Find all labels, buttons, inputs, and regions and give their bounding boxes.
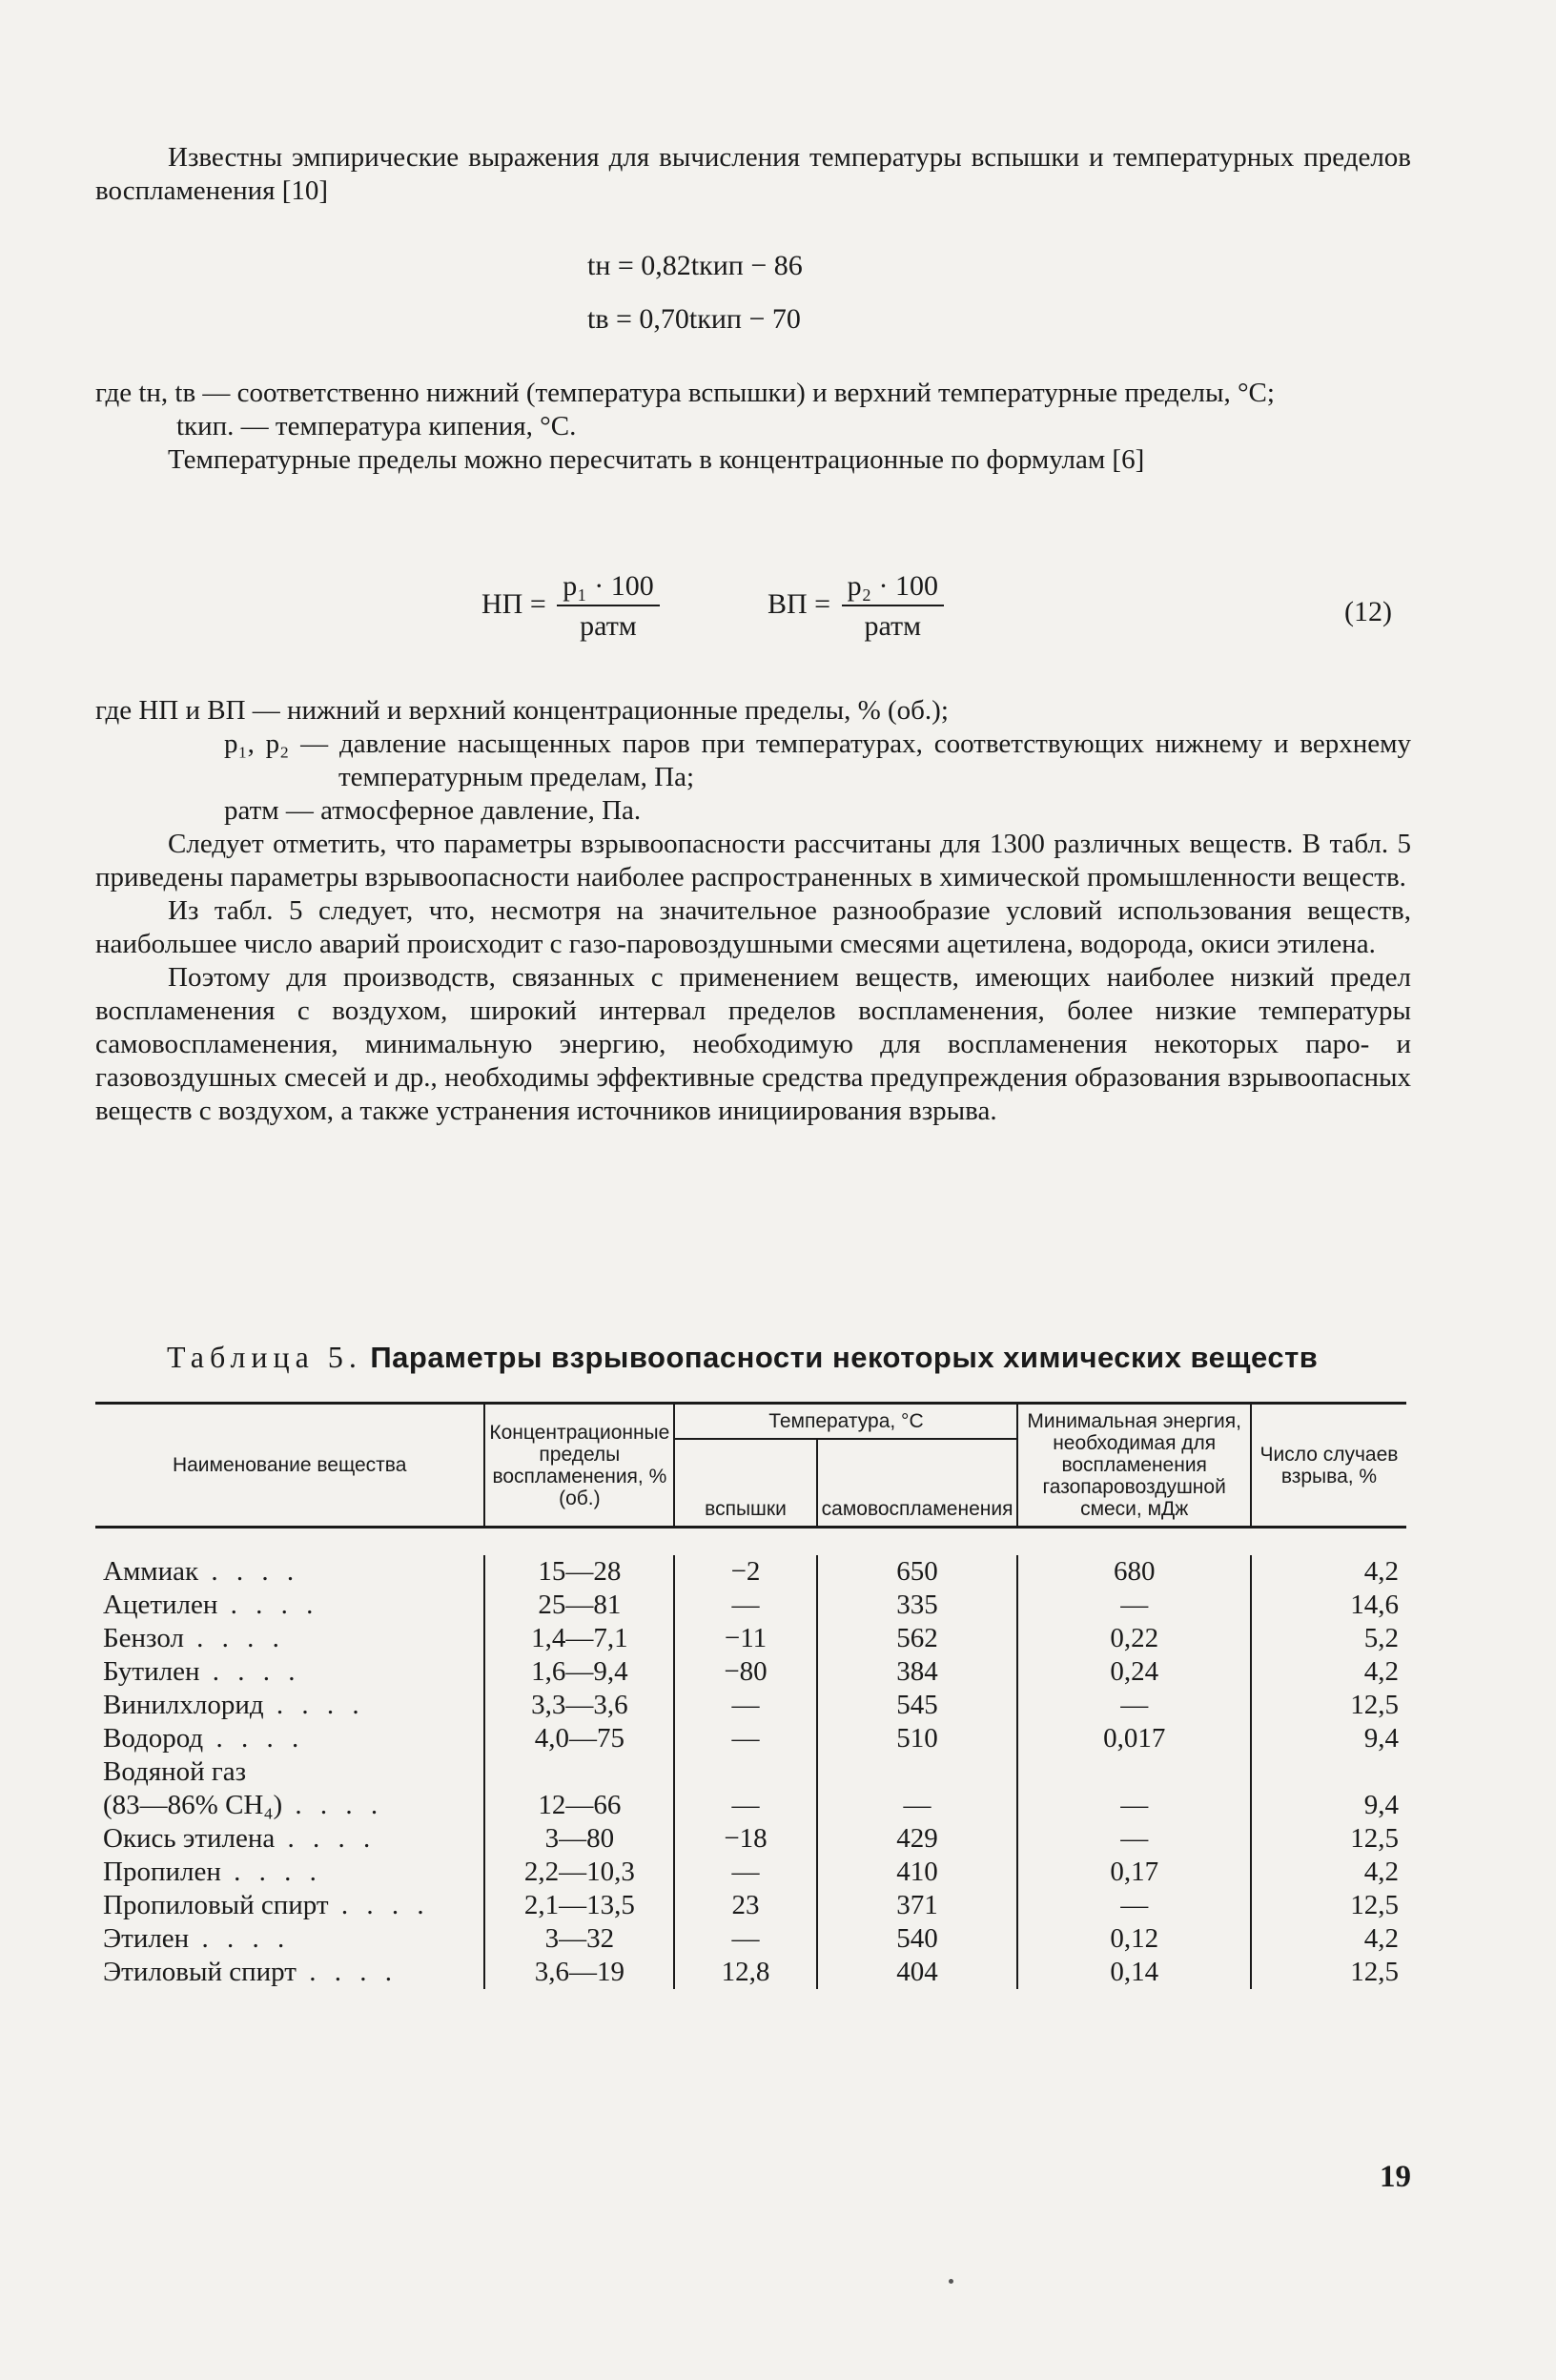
np-label: НП = [481, 587, 546, 620]
cell-energy: — [1017, 1689, 1250, 1722]
cell-name: Водяной газ [103, 1756, 247, 1787]
cell-autoign: 650 [817, 1555, 1018, 1589]
formula-np [481, 570, 664, 643]
paragraph-intro: Известны эмпирические выражения для вычисления температуры вспышки и температурных пределов воспламенения [10] [95, 142, 1411, 206]
cell-energy: 0,24 [1017, 1655, 1250, 1689]
formula-lower-limit: tн = 0,82tкип − 86 [587, 250, 803, 281]
cell-conc: 12—66 [484, 1789, 674, 1822]
table-caption-prefix: Таблица 5. [167, 1340, 362, 1374]
cell-name: Этиловый спирт . . . . [103, 1957, 398, 1987]
cell-flash: 12,8 [674, 1956, 816, 1989]
definition-tn-tv: где tн, tв — соответственно нижний (температура вспышки) и верхний температурные пределы, °С; [95, 378, 1275, 408]
table-row [95, 1956, 1406, 1989]
cell-conc: 25—81 [484, 1589, 674, 1622]
cell-conc: 3—32 [484, 1922, 674, 1956]
cell-flash: −2 [674, 1555, 816, 1589]
cell-energy: — [1017, 1889, 1250, 1922]
table-row [95, 1589, 1406, 1622]
leader-dots: . . . . [203, 1723, 305, 1754]
cell-cases: 9,4 [1251, 1722, 1406, 1755]
header-cases: Число случаев взрыва, % [1251, 1404, 1406, 1528]
cell-conc: 4,0—75 [484, 1722, 674, 1755]
cell-cases: 9,4 [1251, 1789, 1406, 1822]
cell-name: Ацетилен . . . . [103, 1590, 319, 1620]
cell-autoign: 510 [817, 1722, 1018, 1755]
table-row [95, 1922, 1406, 1956]
cell-energy: — [1017, 1822, 1250, 1856]
cell-cases: 14,6 [1251, 1589, 1406, 1622]
cell-energy: — [1017, 1589, 1250, 1622]
cell-autoign [817, 1755, 1018, 1789]
cell-cases: 5,2 [1251, 1622, 1406, 1655]
leader-dots: . . . . [282, 1790, 384, 1820]
cell-energy: 0,17 [1017, 1856, 1250, 1889]
vp-fraction [842, 570, 944, 643]
cell-conc: 2,2—10,3 [484, 1856, 674, 1889]
table-row [95, 1889, 1406, 1922]
header-flash: вспышки [674, 1439, 816, 1527]
cell-autoign: 371 [817, 1889, 1018, 1922]
header-conc: Концентрационные пределы воспламенения, % (об.) [484, 1404, 674, 1528]
definition-patm: pатм — атмосферное давление, Па. [224, 795, 642, 826]
definition-p1-p2: p₁, p₂ — давление насыщенных паров при температурах, соответствующих нижнему и верхнему температурным пределам, Па; [224, 728, 1411, 792]
cell-cases: 12,5 [1251, 1889, 1406, 1922]
formula-vp [768, 570, 948, 643]
cell-name: Этилен . . . . [103, 1923, 291, 1954]
leader-dots: . . . . [263, 1690, 365, 1720]
cell-cases: 4,2 [1251, 1856, 1406, 1889]
leader-dots: . . . . [275, 1823, 377, 1854]
leader-dots: . . . . [199, 1656, 301, 1687]
cell-flash: — [674, 1689, 816, 1722]
page-number: 19 [1380, 2160, 1411, 2194]
cell-flash: −80 [674, 1655, 816, 1689]
header-temp: Температура, °С [674, 1404, 1017, 1440]
paragraph-table5: Из табл. 5 следует, что, несмотря на значительное разнообразие условий использования веществ, наибольшее число аварий происходит с газо-паровоздушными смесями ацетилена, водорода, окиси этилена. [95, 895, 1411, 959]
cell-flash: — [674, 1856, 816, 1889]
table-row [95, 1555, 1406, 1589]
vp-label: ВП = [768, 587, 831, 620]
cell-autoign: — [817, 1789, 1018, 1822]
cell-energy: — [1017, 1789, 1250, 1822]
leader-dots: . . . . [220, 1857, 322, 1887]
cell-conc: 3,3—3,6 [484, 1689, 674, 1722]
cell-flash: −18 [674, 1822, 816, 1856]
table-row [95, 1622, 1406, 1655]
definitions-block-1 [95, 377, 1411, 477]
cell-cases: 4,2 [1251, 1555, 1406, 1589]
paragraph-recalc: Температурные пределы можно пересчитать в концентрационные по формулам [6] [168, 444, 1145, 475]
leader-dots: . . . . [328, 1890, 430, 1920]
definitions-block-2 [95, 694, 1411, 1128]
parameters-table [95, 1402, 1406, 1989]
cell-energy: 0,017 [1017, 1722, 1250, 1755]
cell-autoign: 429 [817, 1822, 1018, 1856]
cell-name: Пропилен . . . . [103, 1857, 322, 1887]
cell-cases: 4,2 [1251, 1922, 1406, 1956]
leader-dots: . . . . [183, 1623, 285, 1653]
cell-conc: 1,4—7,1 [484, 1622, 674, 1655]
cell-conc: 1,6—9,4 [484, 1655, 674, 1689]
cell-flash: — [674, 1789, 816, 1822]
cell-name: Водород . . . . [103, 1723, 305, 1754]
cell-conc [484, 1755, 674, 1789]
table-row [95, 1789, 1406, 1822]
cell-name: Бензол . . . . [103, 1623, 285, 1653]
leader-dots: . . . . [217, 1590, 319, 1620]
table-row [95, 1722, 1406, 1755]
cell-name: Винилхлорид . . . . [103, 1690, 365, 1720]
definition-np-vp: где НП и ВП — нижний и верхний концентрационные пределы, % (об.); [95, 695, 949, 726]
intro-block [95, 141, 1411, 208]
table-row [95, 1822, 1406, 1856]
header-name: Наименование вещества [95, 1404, 484, 1528]
table-row [95, 1755, 1406, 1789]
cell-name: Аммиак . . . . [103, 1556, 300, 1587]
leader-dots: . . . . [189, 1923, 291, 1954]
cell-energy: 0,12 [1017, 1922, 1250, 1956]
table-caption [167, 1340, 1318, 1375]
header-autoign: самовоспламенения [817, 1439, 1018, 1527]
table-row [95, 1856, 1406, 1889]
cell-autoign: 540 [817, 1922, 1018, 1956]
paragraph-1300: Следует отметить, что параметры взрывоопасности рассчитаны для 1300 различных веществ. В табл. 5 приведены параметры взрывоопасности наиболее распространенных в химической промышленности веществ. [95, 829, 1411, 892]
cell-flash: — [674, 1722, 816, 1755]
np-fraction [557, 570, 659, 643]
cell-energy: 0,14 [1017, 1956, 1250, 1989]
cell-cases: 12,5 [1251, 1956, 1406, 1989]
cell-cases [1251, 1755, 1406, 1789]
cell-autoign: 562 [817, 1622, 1018, 1655]
cell-flash: — [674, 1589, 816, 1622]
cell-conc: 3,6—19 [484, 1956, 674, 1989]
equation-number: (12) [1344, 596, 1392, 627]
vp-denominator: pатм [864, 610, 922, 642]
cell-name: (83—86% CH₄) . . . . [103, 1790, 384, 1820]
cell-name: Бутилен . . . . [103, 1656, 301, 1687]
leader-dots: . . . . [198, 1556, 300, 1587]
cell-name: Окись этилена . . . . [103, 1823, 377, 1854]
cell-energy: 680 [1017, 1555, 1250, 1589]
np-denominator: pатм [580, 610, 637, 642]
np-numerator: p₁ · 100 [557, 570, 659, 606]
cell-cases: 12,5 [1251, 1822, 1406, 1856]
cell-conc: 3—80 [484, 1822, 674, 1856]
cell-conc: 2,1—13,5 [484, 1889, 674, 1922]
paragraph-therefore: Поэтому для производств, связанных с применением веществ, имеющих наиболее низкий предел воспламенения с воздухом, широкий интервал пределов воспламенения, более низкие температуры самовоспламенения, минимальную энергию, необходимую для воспламенения некоторых паро- и газовоздушных смесей и др., необходимы эффективные средства предупреждения образования взрывоопасных веществ с воздухом, а также устранения источников инициирования взрыва. [95, 962, 1411, 1126]
cell-flash: — [674, 1922, 816, 1956]
table-row [95, 1689, 1406, 1722]
cell-autoign: 335 [817, 1589, 1018, 1622]
cell-conc: 15—28 [484, 1555, 674, 1589]
print-speck [949, 2279, 953, 2284]
cell-autoign: 404 [817, 1956, 1018, 1989]
formula-upper-limit: tв = 0,70tкип − 70 [587, 303, 801, 335]
definition-tkip: tкип. — температура кипения, °С. [176, 411, 577, 441]
cell-autoign: 410 [817, 1856, 1018, 1889]
vp-numerator: p₂ · 100 [842, 570, 944, 606]
header-energy: Минимальная энергия, необходимая для воспламенения газопаровоздушной смеси, мДж [1017, 1404, 1250, 1528]
cell-name: Пропиловый спирт . . . . [103, 1890, 430, 1920]
cell-autoign: 384 [817, 1655, 1018, 1689]
cell-flash: 23 [674, 1889, 816, 1922]
table-caption-title: Параметры взрывоопасности некоторых химических веществ [370, 1341, 1319, 1374]
cell-cases: 4,2 [1251, 1655, 1406, 1689]
cell-energy: 0,22 [1017, 1622, 1250, 1655]
cell-energy [1017, 1755, 1250, 1789]
table-row [95, 1655, 1406, 1689]
cell-flash [674, 1755, 816, 1789]
cell-flash: −11 [674, 1622, 816, 1655]
cell-autoign: 545 [817, 1689, 1018, 1722]
cell-cases: 12,5 [1251, 1689, 1406, 1722]
table-body [95, 1528, 1406, 1990]
leader-dots: . . . . [296, 1957, 398, 1987]
